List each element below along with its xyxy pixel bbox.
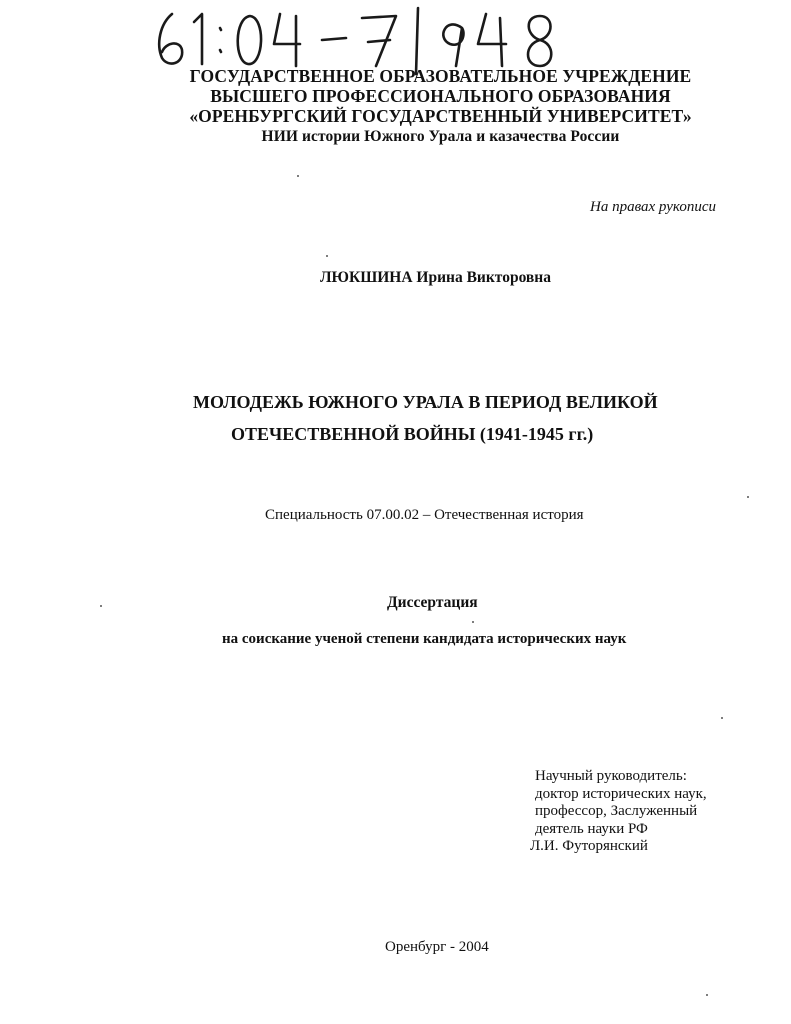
advisor-block (530, 768, 707, 856)
specialty: Специальность 07.00.02 – Отечественная история (265, 507, 584, 523)
advisor-heading: Научный руководитель: (535, 768, 687, 784)
scan-speck (472, 621, 474, 623)
scan-speck (100, 605, 102, 607)
scan-speck (326, 255, 328, 257)
institute-name: НИИ истории Южного Урала и казачества России (261, 128, 620, 145)
degree-statement: на соискание ученой степени кандидата исторических наук (222, 631, 627, 647)
advisor-honor: деятель науки РФ (535, 820, 648, 837)
city-year: Оренбург - 2004 (385, 939, 489, 955)
institution-line-2: ВЫСШЕГО ПРОФЕССИОНАЛЬНОГО ОБРАЗОВАНИЯ (210, 86, 671, 106)
institution-line-1: ГОСУДАРСТВЕННОЕ ОБРАЗОВАТЕЛЬНОЕ УЧРЕЖДЕНИЕ (189, 66, 692, 86)
scan-speck (706, 994, 708, 996)
advisor-name: Л.И. Футорянский (530, 838, 648, 854)
advisor-degree: доктор исторических наук, (535, 785, 707, 802)
rights-note: На правах рукописи (590, 199, 716, 215)
scan-speck (721, 717, 723, 719)
document-type: Диссертация (387, 594, 478, 611)
dissertation-title-line-1: МОЛОДЕЖЬ ЮЖНОГО УРАЛА В ПЕРИОД ВЕЛИКОЙ (193, 392, 658, 412)
dissertation-title-line-2: ОТЕЧЕСТВЕННОЙ ВОЙНЫ (1941-1945 гг.) (231, 424, 594, 444)
advisor-title: профессор, Заслуженный (535, 803, 698, 819)
scan-speck (747, 496, 749, 498)
scan-speck (297, 175, 299, 177)
author-name: ЛЮКШИНА Ирина Викторовна (319, 269, 551, 286)
institution-line-3: «ОРЕНБУРГСКИЙ ГОСУДАРСТВЕННЫЙ УНИВЕРСИТЕТ» (189, 106, 692, 126)
